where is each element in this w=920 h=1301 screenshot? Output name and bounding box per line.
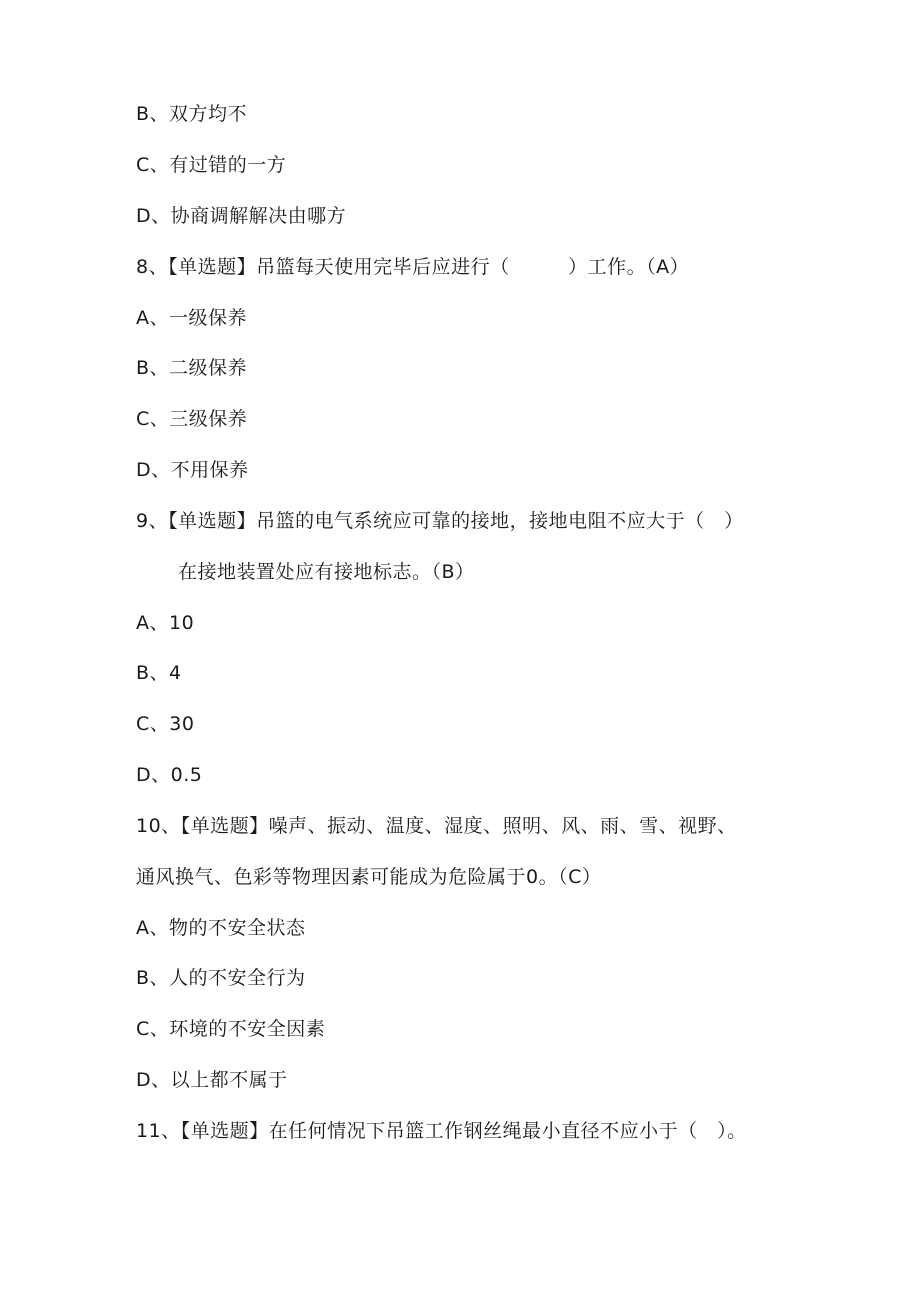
q9-option-d: D、0.5 [136,764,203,786]
q9-option-a: A、10 [136,612,195,634]
q11-question: 11、【单选题】在任何情况下吊篮工作钢丝绳最小直径不应小于（ ）。 [136,1120,747,1142]
q7-option-b: B、双方均不 [136,103,248,125]
q8-option-d: D、不用保养 [136,459,249,481]
q10-option-b: B、人的不安全行为 [136,967,306,989]
q10-option-c: C、环境的不安全因素 [136,1018,326,1040]
q8-option-a: A、一级保养 [136,307,247,329]
q9-question-line1: 9、【单选题】吊篮的电气系统应可靠的接地，接地电阻不应大于（ ） [136,510,744,532]
q10-option-a: A、物的不安全状态 [136,917,306,939]
q10-question-line2: 通风换气、色彩等物理因素可能成为危险属于0。（C） [136,866,602,888]
q8-question: 8、【单选题】吊篮每天使用完毕后应进行（ ）工作。（A） [136,256,690,278]
q9-question-line2: 在接地装置处应有接地标志。（B） [178,561,475,583]
q8-option-b: B、二级保养 [136,357,248,379]
q8-option-c: C、三级保养 [136,408,248,430]
q7-option-c: C、有过错的一方 [136,154,287,176]
q9-option-c: C、30 [136,713,195,735]
q7-option-d: D、协商调解解决由哪方 [136,205,347,227]
q10-question-line1: 10、【单选题】噪声、振动、温度、湿度、照明、风、雨、雪、视野、 [136,815,737,837]
q9-option-b: B、4 [136,662,182,684]
q10-option-d: D、以上都不属于 [136,1069,288,1091]
